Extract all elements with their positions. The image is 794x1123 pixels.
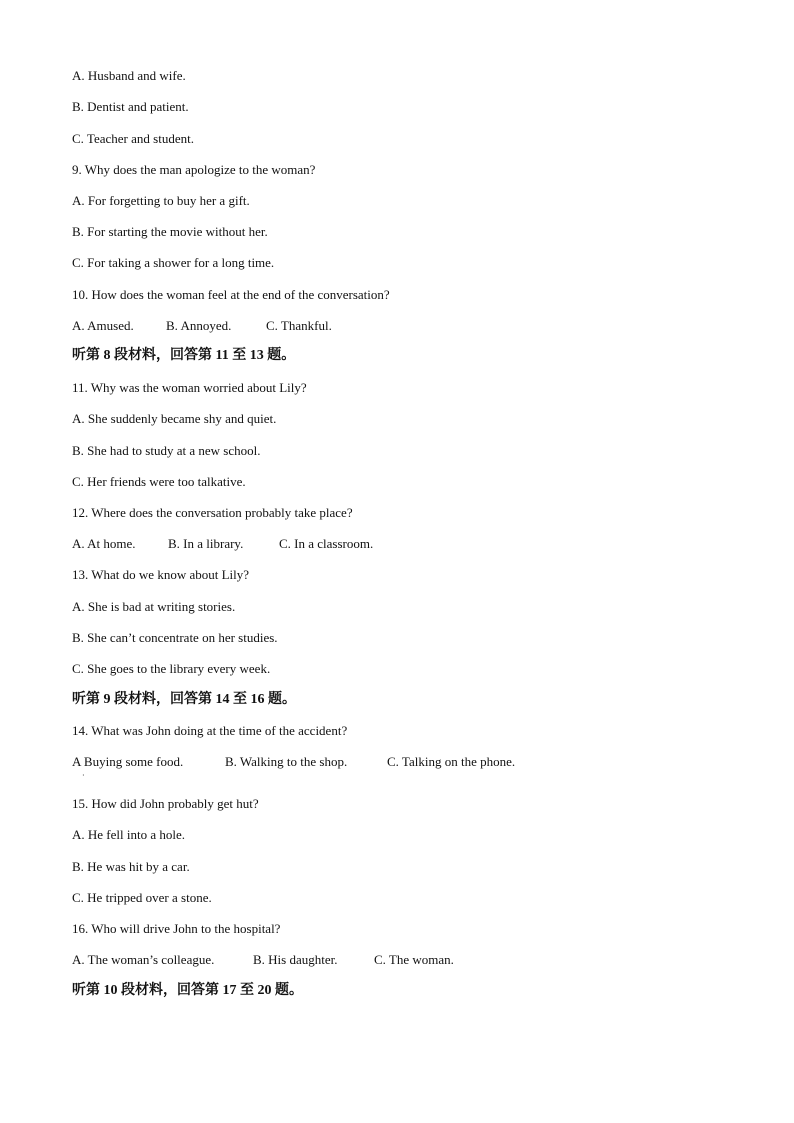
option-text: A. Husband and wife.	[72, 68, 186, 83]
option-row	[72, 318, 752, 334]
question-15: 15. How did John probably get hut?	[72, 796, 259, 811]
option-c: C. Thankful.	[266, 318, 332, 333]
option-text: C. Her friends were too talkative.	[72, 474, 246, 489]
option-row	[72, 952, 752, 968]
section-heading: 听第 9 段材料，回答第 14 至 16 题。	[72, 692, 296, 707]
option-b: B. His daughter.	[253, 952, 338, 967]
option-b: B. In a library.	[168, 536, 244, 551]
option-text: B. Dentist and patient.	[72, 99, 189, 114]
option-text: C. Teacher and student.	[72, 131, 194, 146]
option-text: B. He was hit by a car.	[72, 859, 190, 874]
option-b: B. Walking to the shop.	[225, 754, 348, 769]
option-a: A. At home.	[72, 536, 136, 551]
option-text: C. She goes to the library every week.	[72, 661, 271, 676]
option-text: A. She suddenly became shy and quiet.	[72, 411, 277, 426]
question-10: 10. How does the woman feel at the end of the conversation?	[72, 287, 390, 302]
option-text: A. For forgetting to buy her a gift.	[72, 193, 250, 208]
section-heading: 听第 10 段材料，回答第 17 至 20 题。	[72, 983, 303, 998]
option-text: A. She is bad at writing stories.	[72, 599, 236, 614]
option-c: C. Talking on the phone.	[387, 754, 516, 769]
question-16: 16. Who will drive John to the hospital?	[72, 921, 281, 936]
question-11: 11. Why was the woman worried about Lily?	[72, 380, 307, 395]
option-c: C. In a classroom.	[279, 536, 374, 551]
option-row	[72, 754, 752, 770]
option-row	[72, 536, 752, 552]
question-13: 13. What do we know about Lily?	[72, 567, 250, 582]
question-12: 12. Where does the conversation probably take place?	[72, 505, 353, 520]
option-text: B. For starting the movie without her.	[72, 224, 268, 239]
option-text: C. For taking a shower for a long time.	[72, 255, 275, 270]
stray-mark: ·	[82, 771, 85, 780]
option-c: C. The woman.	[374, 952, 454, 967]
option-text: B. She can’t concentrate on her studies.	[72, 630, 278, 645]
option-text: B. She had to study at a new school.	[72, 443, 261, 458]
option-b: B. Annoyed.	[166, 318, 232, 333]
section-heading: 听第 8 段材料，回答第 11 至 13 题。	[72, 348, 296, 363]
option-text: C. He tripped over a stone.	[72, 890, 212, 905]
question-14: 14. What was John doing at the time of the accident?	[72, 723, 348, 738]
option-a: A. The woman’s colleague.	[72, 952, 215, 967]
question-9: 9. Why does the man apologize to the woman?	[72, 162, 316, 177]
option-text: A. He fell into a hole.	[72, 827, 185, 842]
option-a: A. Amused.	[72, 318, 134, 333]
option-a: A Buying some food.	[72, 754, 184, 769]
